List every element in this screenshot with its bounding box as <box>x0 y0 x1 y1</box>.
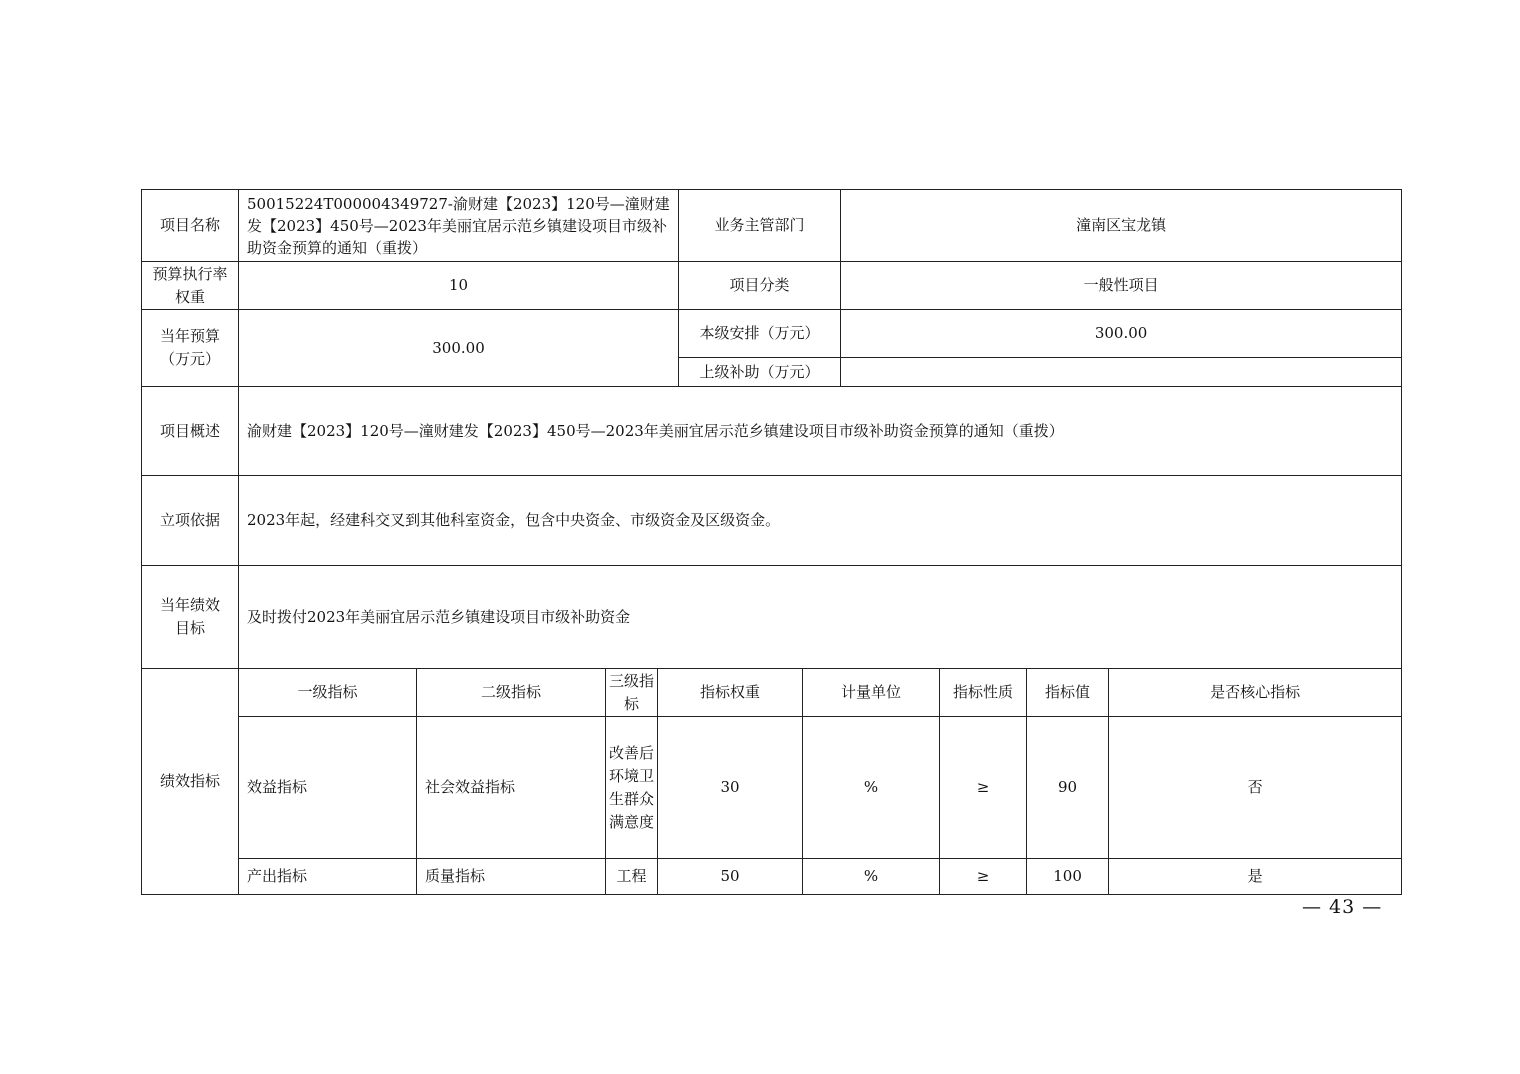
row-weight <box>142 262 1402 310</box>
table-row <box>142 859 1402 895</box>
goal-value: 及时拨付2023年美丽宜居示范乡镇建设项目市级补助资金 <box>239 566 1402 669</box>
goal-label: 当年绩效目标 <box>142 566 239 669</box>
header-unit: 计量单位 <box>803 669 940 717</box>
weight-label: 预算执行率权重 <box>142 262 239 310</box>
row1-level3: 改善后环境卫生群众满意度 <box>606 717 658 859</box>
overview-label: 项目概述 <box>142 387 239 476</box>
row2-level2: 质量指标 <box>417 859 606 895</box>
row1-unit: % <box>803 717 940 859</box>
row1-nature: ≥ <box>940 717 1027 859</box>
row2-unit: % <box>803 859 940 895</box>
row1-value: 90 <box>1027 717 1109 859</box>
row-overview <box>142 387 1402 476</box>
row2-weight: 50 <box>658 859 803 895</box>
performance-table <box>141 189 1402 895</box>
row1-weight: 30 <box>658 717 803 859</box>
header-core: 是否核心指标 <box>1109 669 1402 717</box>
row2-level1: 产出指标 <box>239 859 417 895</box>
header-weight: 指标权重 <box>658 669 803 717</box>
header-value: 指标值 <box>1027 669 1109 717</box>
dept-label: 业务主管部门 <box>679 190 841 262</box>
indicator-header-row <box>142 669 1402 717</box>
row-project-name <box>142 190 1402 262</box>
row2-level3: 工程 <box>606 859 658 895</box>
row-basis <box>142 476 1402 566</box>
row1-level2: 社会效益指标 <box>417 717 606 859</box>
table-row <box>142 717 1402 859</box>
local-label: 本级安排（万元） <box>679 310 841 358</box>
basis-value: 2023年起，经建科交叉到其他科室资金，包含中央资金、市级资金及区级资金。 <box>239 476 1402 566</box>
header-level2: 二级指标 <box>417 669 606 717</box>
row1-level1: 效益指标 <box>239 717 417 859</box>
row2-value: 100 <box>1027 859 1109 895</box>
row2-nature: ≥ <box>940 859 1027 895</box>
basis-label: 立项依据 <box>142 476 239 566</box>
overview-value: 渝财建【2023】120号—潼财建发【2023】450号—2023年美丽宜居示范乡镇建设项目市级补助资金预算的通知（重拨） <box>239 387 1402 476</box>
row-goal <box>142 566 1402 669</box>
upper-value <box>841 358 1402 387</box>
row1-core: 否 <box>1109 717 1402 859</box>
category-label: 项目分类 <box>679 262 841 310</box>
row2-core: 是 <box>1109 859 1402 895</box>
budget-label: 当年预算（万元） <box>142 310 239 387</box>
indicators-section-label: 绩效指标 <box>142 669 239 895</box>
header-level1: 一级指标 <box>239 669 417 717</box>
page-number: — 43 — <box>1302 896 1383 918</box>
dept-value: 潼南区宝龙镇 <box>841 190 1402 262</box>
weight-value: 10 <box>239 262 679 310</box>
row-budget-local <box>142 310 1402 358</box>
project-name-value: 50015224T000004349727-渝财建【2023】120号—潼财建发【2023】450号—2023年美丽宜居示范乡镇建设项目市级补助资金预算的通知（重拨） <box>239 190 679 262</box>
project-name-label: 项目名称 <box>142 190 239 262</box>
header-nature: 指标性质 <box>940 669 1027 717</box>
category-value: 一般性项目 <box>841 262 1402 310</box>
header-level3: 三级指标 <box>606 669 658 717</box>
budget-value: 300.00 <box>239 310 679 387</box>
local-value: 300.00 <box>841 310 1402 358</box>
upper-label: 上级补助（万元） <box>679 358 841 387</box>
